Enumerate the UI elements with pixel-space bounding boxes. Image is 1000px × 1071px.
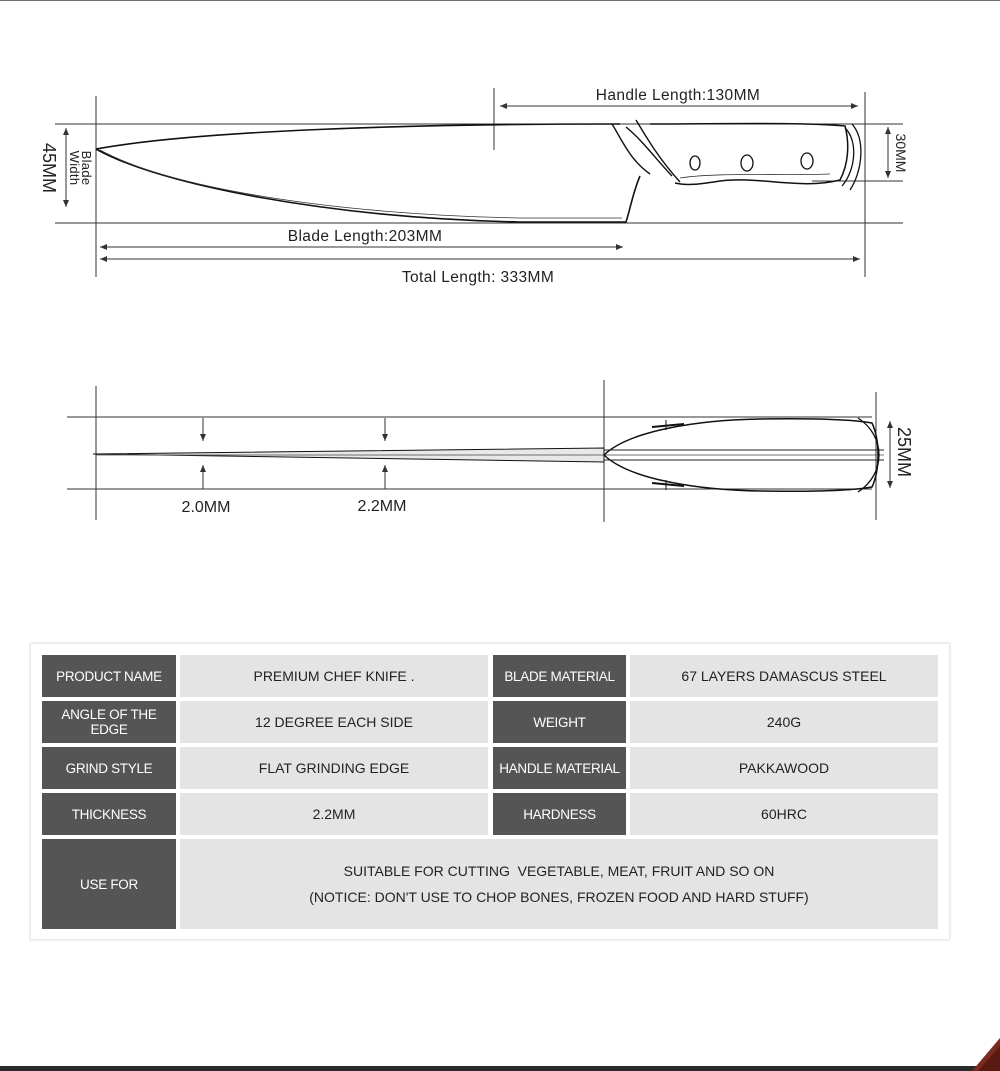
spec-value-use-for [180, 839, 938, 929]
spec-value-edge-angle: 12 DEGREE EACH SIDE [180, 701, 488, 743]
blade-width-value-label: 45MM [39, 142, 59, 194]
spec-key-blade-material: BLADE MATERIAL [493, 655, 626, 697]
total-length-label: Total Length: 333MM [401, 269, 555, 286]
spec-value-product-name: PREMIUM CHEF KNIFE . [180, 655, 488, 697]
spec-value-hardness: 60HRC [630, 793, 938, 835]
spec-key-edge-angle: ANGLE OF THE EDGE [42, 701, 176, 743]
spec-value-blade-material: 67 LAYERS DAMASCUS STEEL [630, 655, 938, 697]
spec-key-grind-style: GRIND STYLE [42, 747, 176, 789]
spec-value-grind-style: FLAT GRINDING EDGE [180, 747, 488, 789]
spec-table [30, 643, 950, 940]
handle-height-label: 30MM [893, 133, 909, 173]
blade-outline [96, 124, 640, 222]
use-for-line-1: SUITABLE FOR CUTTING VEGETABLE, MEAT, FRUIT AND SO ON [343, 863, 775, 879]
bottom-border-bar [0, 1066, 1000, 1071]
rivet-3 [801, 153, 813, 169]
spec-value-weight: 240G [630, 701, 938, 743]
blade-edge-line [100, 150, 622, 218]
spec-key-thickness: THICKNESS [42, 793, 176, 835]
blade-length-label: Blade Length:203MM [287, 228, 443, 245]
handle-outline [650, 124, 848, 185]
rivet-2 [741, 155, 753, 171]
spine-thickness-label-1: 2.0MM [181, 499, 231, 516]
spine-thickness-label-2: 2.2MM [357, 498, 407, 515]
bolster-outline [612, 124, 672, 176]
handle-thickness-label: 25MM [894, 426, 914, 478]
spec-value-handle-material: PAKKAWOOD [630, 747, 938, 789]
spec-key-product-name: PRODUCT NAME [42, 655, 176, 697]
spec-value-thickness: 2.2MM [180, 793, 488, 835]
corner-wood-decoration [970, 1032, 1000, 1071]
use-for-line-2: (NOTICE: DON'T USE TO CHOP BONES, FROZEN FOOD AND HARD STUFF) [309, 889, 809, 905]
handle-butt-curve [842, 124, 861, 190]
rivet-1 [690, 156, 700, 170]
spec-key-hardness: HARDNESS [493, 793, 626, 835]
spec-key-use-for: USE FOR [42, 839, 176, 929]
handle-length-label: Handle Length:130MM [595, 87, 761, 104]
blade-width-label-line2: Width [67, 150, 82, 186]
spec-key-weight: WEIGHT [493, 701, 626, 743]
knife-side-view-diagram [0, 0, 1000, 300]
blade-width-label-line1: Blade [79, 150, 94, 186]
spec-key-handle-material: HANDLE MATERIAL [493, 747, 626, 789]
knife-top-view-diagram [0, 370, 1000, 540]
